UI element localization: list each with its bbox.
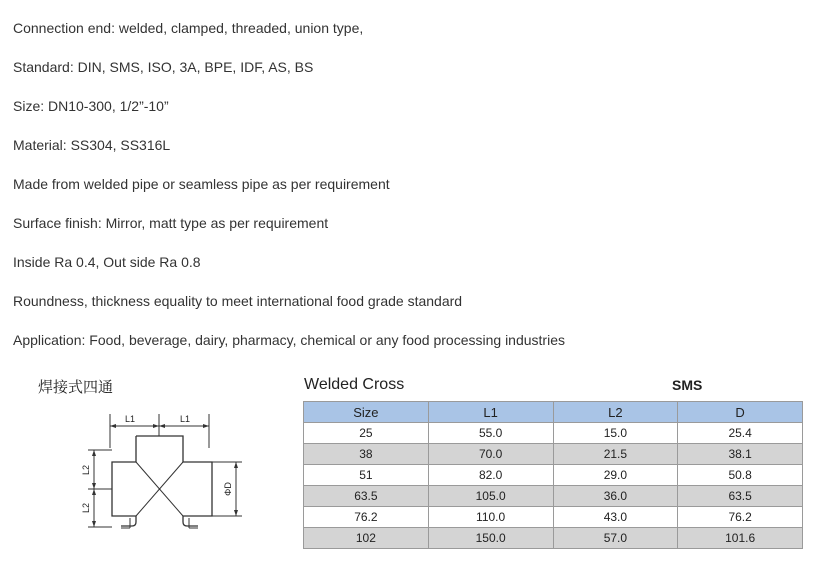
welded-cross-drawing [72, 400, 272, 550]
spec-standard: Standard: DIN, SMS, ISO, 3A, BPE, IDF, AS, BS [13, 59, 314, 75]
cell-l2: 21.5 [553, 444, 678, 465]
specification-list [13, 19, 565, 370]
cell-l1: 55.0 [428, 423, 553, 444]
cell-l2: 36.0 [553, 486, 678, 507]
spec-pipe-type: Made from welded pipe or seamless pipe as per requirement [13, 176, 390, 192]
cell-size: 51 [304, 465, 429, 486]
diameter-label: ΦD [223, 482, 233, 496]
cell-d: 101.6 [678, 528, 803, 549]
dimension-table [303, 401, 803, 549]
table-row [304, 507, 803, 528]
table-row [304, 465, 803, 486]
column-header-l2: L2 [553, 402, 678, 423]
table-row [304, 528, 803, 549]
cell-size: 25 [304, 423, 429, 444]
cell-d: 25.4 [678, 423, 803, 444]
l2-top-label: L2 [81, 464, 91, 476]
cross-body-outline [112, 436, 212, 526]
l1-left-label: L1 [124, 414, 136, 424]
cell-size: 38 [304, 444, 429, 465]
cell-l2: 43.0 [553, 507, 678, 528]
cell-l1: 82.0 [428, 465, 553, 486]
cell-d: 50.8 [678, 465, 803, 486]
cell-l2: 57.0 [553, 528, 678, 549]
cell-d: 76.2 [678, 507, 803, 528]
spec-connection-end: Connection end: welded, clamped, threaded, union type, [13, 20, 364, 36]
cell-size: 63.5 [304, 486, 429, 507]
cell-size: 76.2 [304, 507, 429, 528]
cell-d: 63.5 [678, 486, 803, 507]
table-title: Welded Cross [304, 376, 405, 393]
l1-right-label: L1 [179, 414, 191, 424]
cell-l2: 29.0 [553, 465, 678, 486]
spec-roughness: Inside Ra 0.4, Out side Ra 0.8 [13, 254, 201, 270]
l2-bottom-label: L2 [81, 502, 91, 514]
cell-size: 102 [304, 528, 429, 549]
column-header-l1: L1 [428, 402, 553, 423]
table-standard: SMS [672, 377, 703, 393]
cell-l1: 150.0 [428, 528, 553, 549]
drawing-title: 焊接式四通 [38, 378, 114, 396]
table-header-row [304, 402, 803, 423]
column-header-size: Size [304, 402, 429, 423]
cell-l2: 15.0 [553, 423, 678, 444]
cell-d: 38.1 [678, 444, 803, 465]
spec-application: Application: Food, beverage, dairy, pharmacy, chemical or any food processing industries [13, 332, 565, 348]
cell-l1: 70.0 [428, 444, 553, 465]
cell-l1: 110.0 [428, 507, 553, 528]
table-row [304, 444, 803, 465]
column-header-d: D [678, 402, 803, 423]
spec-roundness: Roundness, thickness equality to meet international food grade standard [13, 293, 463, 309]
spec-surface-finish: Surface finish: Mirror, matt type as per requirement [13, 215, 329, 231]
table-row [304, 423, 803, 444]
cell-l1: 105.0 [428, 486, 553, 507]
spec-size: Size: DN10-300, 1/2”-10” [13, 98, 169, 114]
table-row [304, 486, 803, 507]
spec-material: Material: SS304, SS316L [13, 137, 171, 153]
